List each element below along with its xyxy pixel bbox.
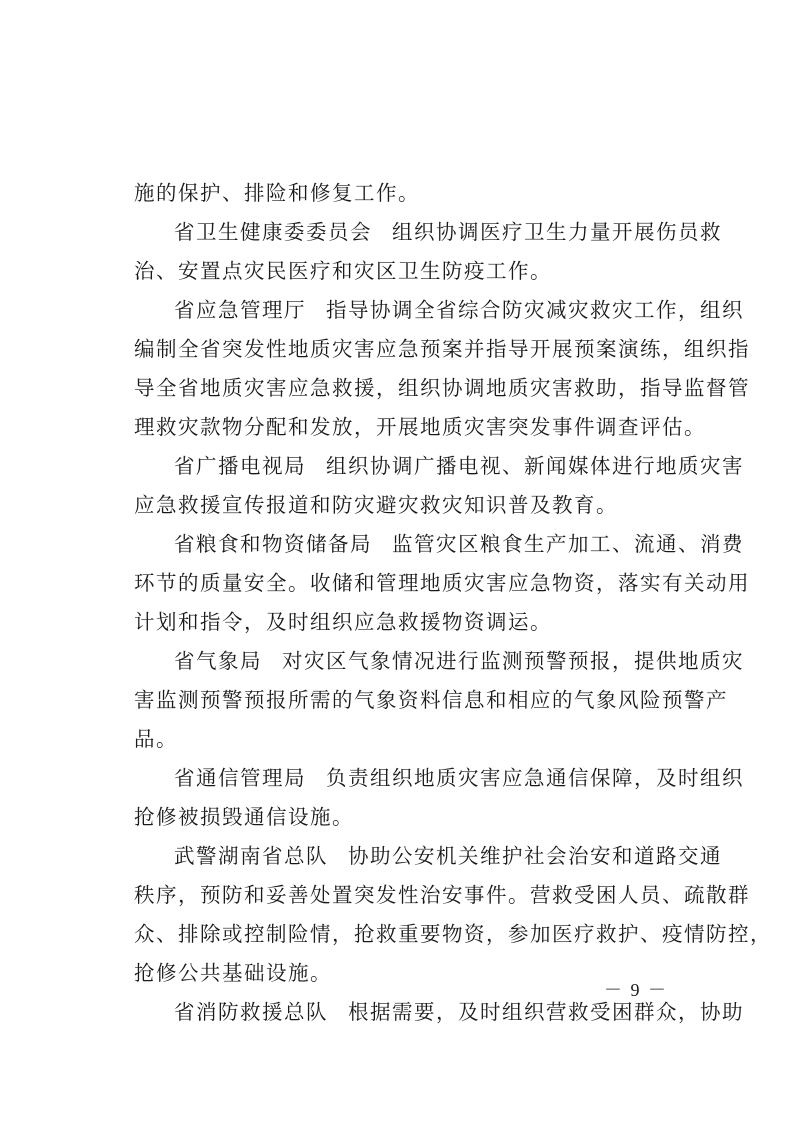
department-label: 省通信管理局 <box>174 766 306 790</box>
department-label: 省卫生健康委委员会 <box>174 220 372 244</box>
text-line: 省广播电视局 组织协调广播电视、新闻媒体进行地质灾害 <box>174 454 744 478</box>
department-label: 省应急管理厅 <box>174 298 306 322</box>
page-number: － 9 － <box>604 980 668 1000</box>
text-line: 省消防救援总队 根据需要，及时组织营救受困群众，协助 <box>174 1000 744 1024</box>
text-line: 导全省地质灾害应急救援，组织协调地质灾害救助，指导监督管 <box>134 376 750 400</box>
text-line: 众、排除或控制险情，抢救重要物资，参加医疗救护、疫情防控， <box>134 922 772 946</box>
text-line: 品。 <box>134 727 178 751</box>
text-line: 省粮食和物资储备局 监管灾区粮食生产加工、流通、消费 <box>174 532 744 556</box>
text-line: 省卫生健康委委员会 组织协调医疗卫生力量开展伤员救 <box>174 220 722 244</box>
department-label: 省粮食和物资储备局 <box>174 532 372 556</box>
text-line: 抢修被损毁通信设施。 <box>134 805 354 829</box>
text-line: 理救灾款物分配和发放，开展地质灾害突发事件调查评估。 <box>134 415 706 439</box>
text-line: 环节的质量安全。收储和管理地质灾害应急物资，落实有关动用 <box>134 571 750 595</box>
text-line: 武警湖南省总队 协助公安机关维护社会治安和道路交通 <box>174 844 722 868</box>
text-line: 省气象局 对灾区气象情况进行监测预警预报，提供地质灾 <box>174 649 744 673</box>
text-line: 省通信管理局 负责组织地质灾害应急通信保障，及时组织 <box>174 766 744 790</box>
text-line: 计划和指令，及时组织应急救援物资调运。 <box>134 610 552 634</box>
text-line: 应急救援宣传报道和防灾避灾救灾知识普及教育。 <box>134 493 618 517</box>
department-label: 省消防救援总队 <box>174 1000 328 1024</box>
text-line: 编制全省突发性地质灾害应急预案并指导开展预案演练，组织指 <box>134 337 750 361</box>
department-label: 省广播电视局 <box>174 454 306 478</box>
text-line: 秩序，预防和妥善处置突发性治安事件。营救受困人员、疏散群 <box>134 883 750 907</box>
text-line: 省应急管理厅 指导协调全省综合防灾减灾救灾工作，组织 <box>174 298 744 322</box>
text-line: 抢修公共基础设施。 <box>134 961 332 985</box>
department-label: 省气象局 <box>174 649 262 673</box>
text-line: 施的保护、排险和修复工作。 <box>134 181 420 205</box>
department-label: 武警湖南省总队 <box>174 844 328 868</box>
text-line: 害监测预警预报所需的气象资料信息和相应的气象风险预警产 <box>134 688 728 712</box>
text-line: 治、安置点灾民医疗和灾区卫生防疫工作。 <box>134 259 552 283</box>
